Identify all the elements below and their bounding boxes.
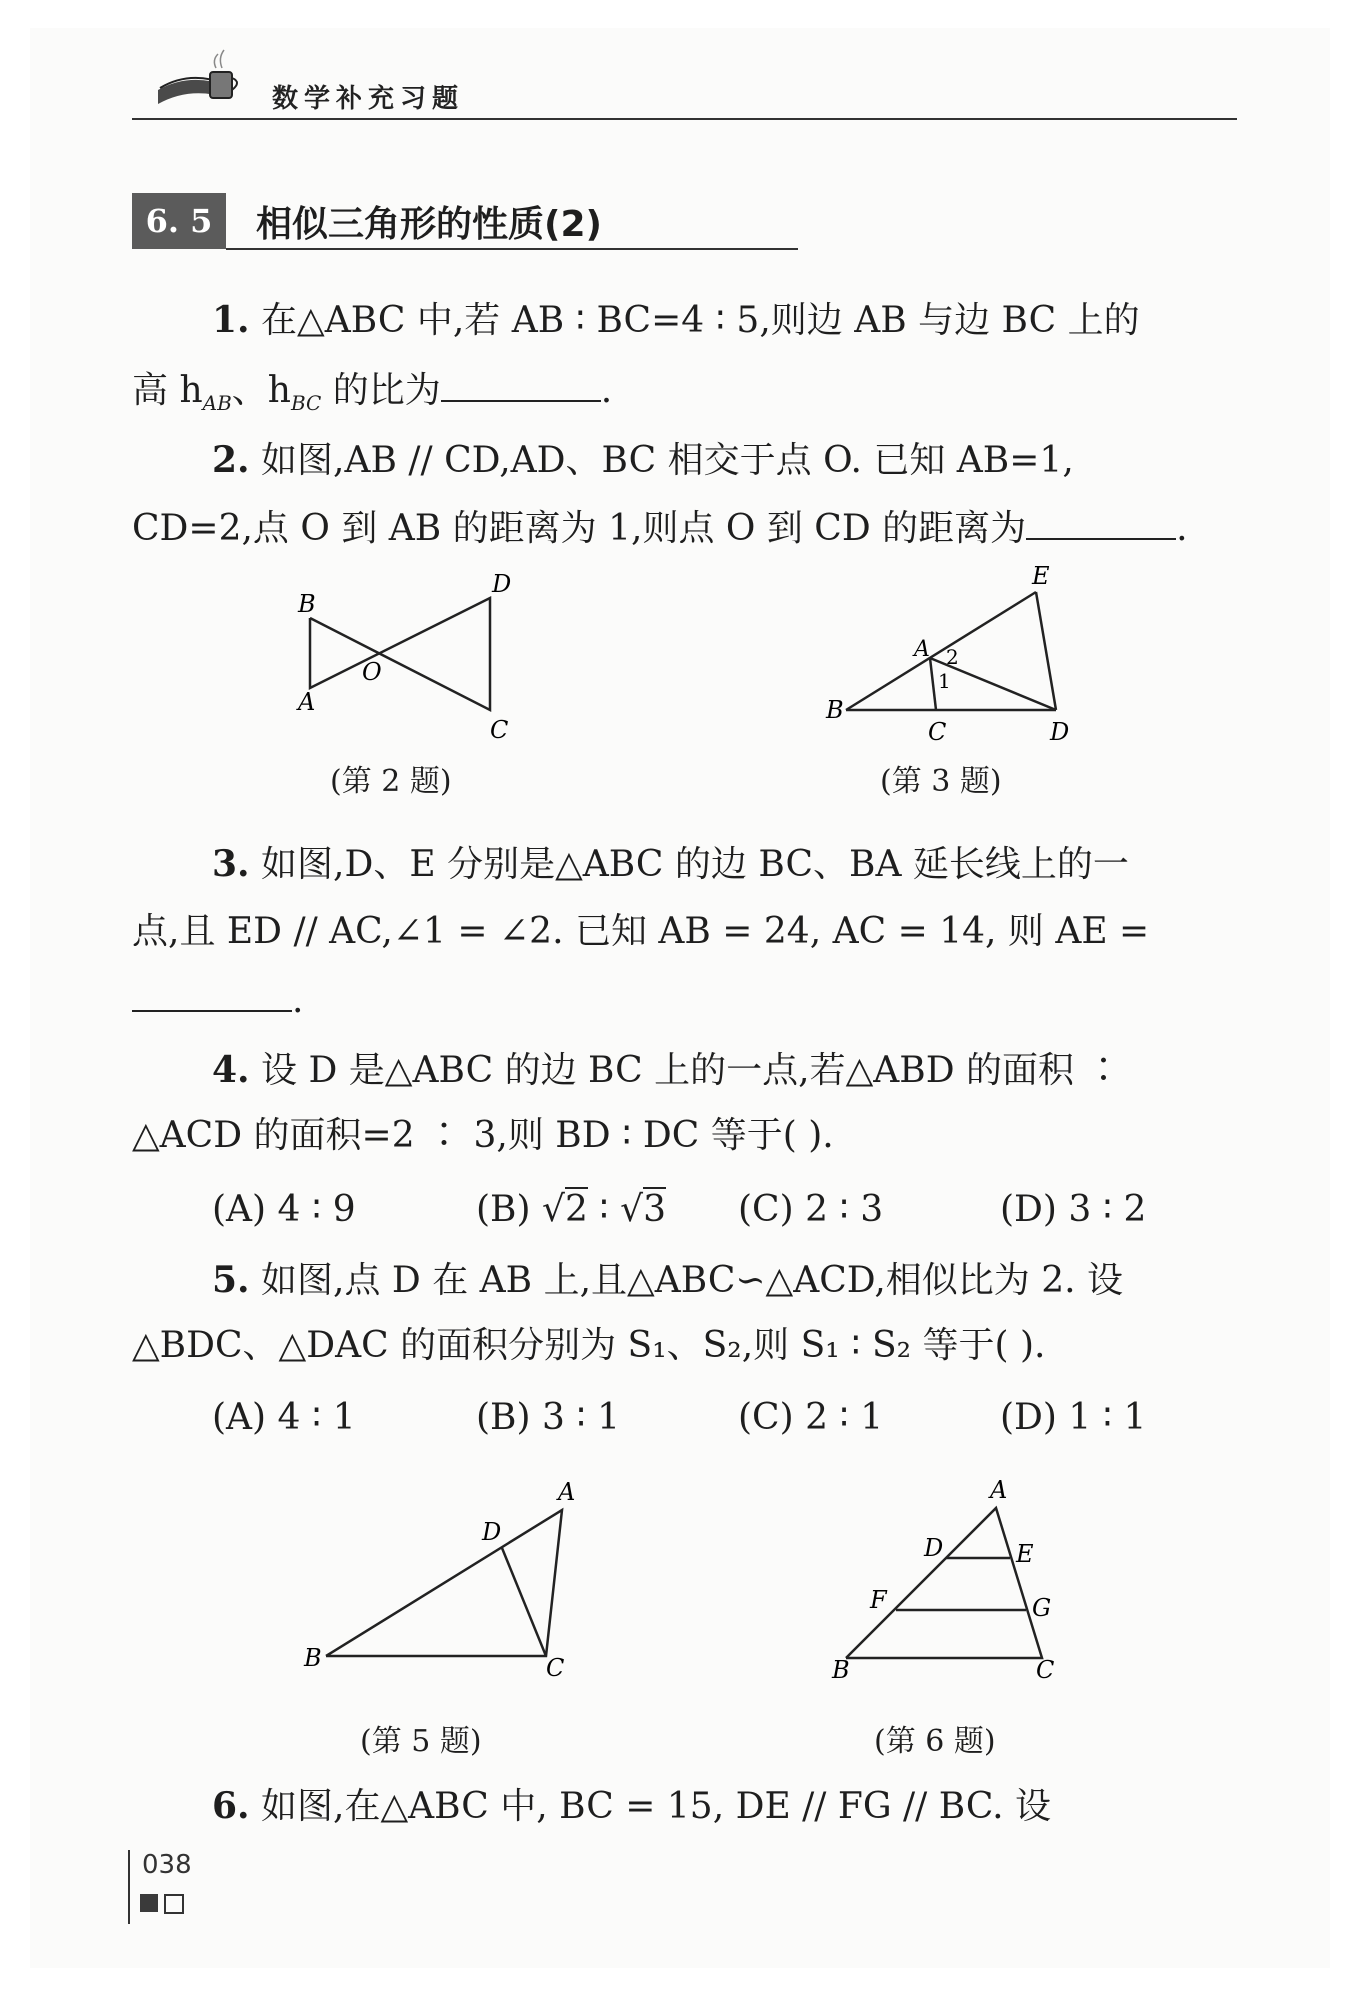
fig3-label-a: A [914,637,930,662]
q4-option-b[interactable]: (B) √2 ∶ √3 [476,1189,666,1230]
q3-text1: 如图,D、E 分别是△ABC 的边 BC、BA 延长线上的一 [261,844,1129,885]
footer-bar [128,1850,130,1924]
fig6-label-e: E [1016,1540,1034,1568]
q1-number: 1. [212,299,250,341]
q6-text1: 如图,在△ABC 中, BC = 15, DE // FG // BC. 设 [261,1786,1052,1827]
q5-option-a[interactable]: (A) 4 ∶ 1 [212,1397,356,1438]
q4-optb-prefix: (B) [476,1189,542,1230]
fig6-label-f: F [870,1586,887,1614]
q1-sub-ab: AB [202,391,232,416]
q5-number: 5. [212,1259,250,1301]
fig6-label-c: C [1036,1656,1055,1684]
section-title: 相似三角形的性质(2) [256,204,602,245]
q5-text1: 如图,点 D 在 AB 上,且△ABC∽△ACD,相似比为 2. 设 [261,1260,1124,1301]
q2-answer-blank[interactable] [1026,504,1176,540]
fig6-caption: (第 6 题) [874,1724,996,1759]
fig3-angle-2: 2 [946,645,959,669]
fig2-label-o: O [362,658,382,686]
q3-answer-blank[interactable] [132,976,292,1012]
q6-line1 [212,1782,1051,1831]
figure-q6 [820,1476,1080,1686]
q1-text2c: 的比为 [321,370,441,411]
q3-end: . [292,980,304,1021]
q1-end: . [600,370,613,411]
fig6-label-d: D [924,1534,944,1562]
fig2-label-c: C [490,716,509,744]
q2-line2 [132,504,1188,553]
q5-line1 [212,1256,1123,1305]
q5-option-b[interactable]: (B) 3 ∶ 1 [476,1397,621,1438]
q5-text2: △BDC、△DAC 的面积分别为 S₁、S₂,则 S₁ ∶ S₂ 等于( ). [132,1325,1046,1366]
fig3-caption: (第 3 题) [880,764,1002,799]
q2-end: . [1176,508,1188,549]
q1-answer-blank[interactable] [441,366,601,402]
q2-line1 [212,436,1074,485]
fig6-label-g: G [1032,1594,1052,1622]
q4-number: 4. [212,1049,250,1091]
q3-line3 [132,976,303,1025]
q4-line2 [132,1112,834,1160]
section-underline [226,248,798,250]
q5-line2 [132,1322,1045,1370]
q3-text2: 点,且 ED // AC,∠1 = ∠2. 已知 AB = 24, AC = 14, 则 AE = [132,911,1150,952]
q4-option-d[interactable]: (D) 3 ∶ 2 [1000,1189,1147,1230]
q1-sub-bc: BC [290,391,322,416]
header-title: 数学补充习题 [272,84,465,114]
q1-text2b: 、h [231,370,291,411]
q4-line1 [212,1046,1121,1095]
fig5-label-c: C [546,1654,565,1680]
q3-line1 [212,840,1129,889]
fig3-label-c: C [928,718,947,746]
fig6-label-a: A [990,1476,1008,1504]
q1-text1: 在△ABC 中,若 AB ∶ BC=4 ∶ 5,则边 AB 与边 BC 上的 [261,300,1140,341]
figure-q2 [280,570,540,750]
page-number: 038 [142,1850,192,1880]
q1-line1 [212,296,1140,345]
q2-number: 2. [212,439,250,481]
fig2-caption: (第 2 题) [330,764,452,799]
fig2-label-a: A [298,688,316,716]
figure-q3 [820,560,1080,750]
empty-square-icon [164,1894,184,1914]
q2-text2: CD=2,点 O 到 AB 的距离为 1,则点 O 到 CD 的距离为 [132,508,1027,549]
fig3-label-b: B [826,696,844,724]
fig6-label-b: B [832,1656,850,1684]
q4-text2: △ACD 的面积=2 ∶ 3,则 BD ∶ DC 等于( ). [132,1115,834,1156]
fig2-label-b: B [298,590,316,618]
fig3-angle-1: 1 [938,669,951,693]
q3-number: 3. [212,843,250,885]
q3-line2 [132,908,1149,956]
book-cup-icon [150,42,250,112]
q4-text1: 设 D 是△ABC 的边 BC 上的一点,若△ABD 的面积 ∶ [261,1050,1122,1091]
q4-optb-radicand2: 3 [643,1189,666,1230]
fig5-label-d: D [482,1518,502,1546]
q4-option-a[interactable]: (A) 4 ∶ 9 [212,1189,356,1230]
q4-optb-radicand1: 2 [564,1189,588,1230]
q1-text2a: 高 h [132,370,203,411]
q2-text1: 如图,AB // CD,AD、BC 相交于点 O. 已知 AB=1, [261,440,1074,481]
section-number: 6. 5 [132,193,226,249]
filled-square-icon [140,1894,158,1912]
fig3-label-e: E [1032,562,1050,590]
fig5-label-a: A [558,1480,576,1506]
figure-q5 [290,1480,610,1680]
fig5-caption: (第 5 题) [360,1724,482,1759]
fig5-label-b: B [304,1644,322,1672]
fig3-label-d: D [1050,718,1070,746]
q5-option-c[interactable]: (C) 2 ∶ 1 [738,1397,884,1438]
fig2-label-d: D [492,570,512,598]
q1-line2 [132,366,612,427]
q5-option-d[interactable]: (D) 1 ∶ 1 [1000,1397,1147,1438]
header-divider [132,118,1237,120]
q6-number: 6. [212,1785,250,1827]
q4-optb-ratio: ∶ [587,1189,621,1230]
q4-option-c[interactable]: (C) 2 ∶ 3 [738,1189,884,1230]
